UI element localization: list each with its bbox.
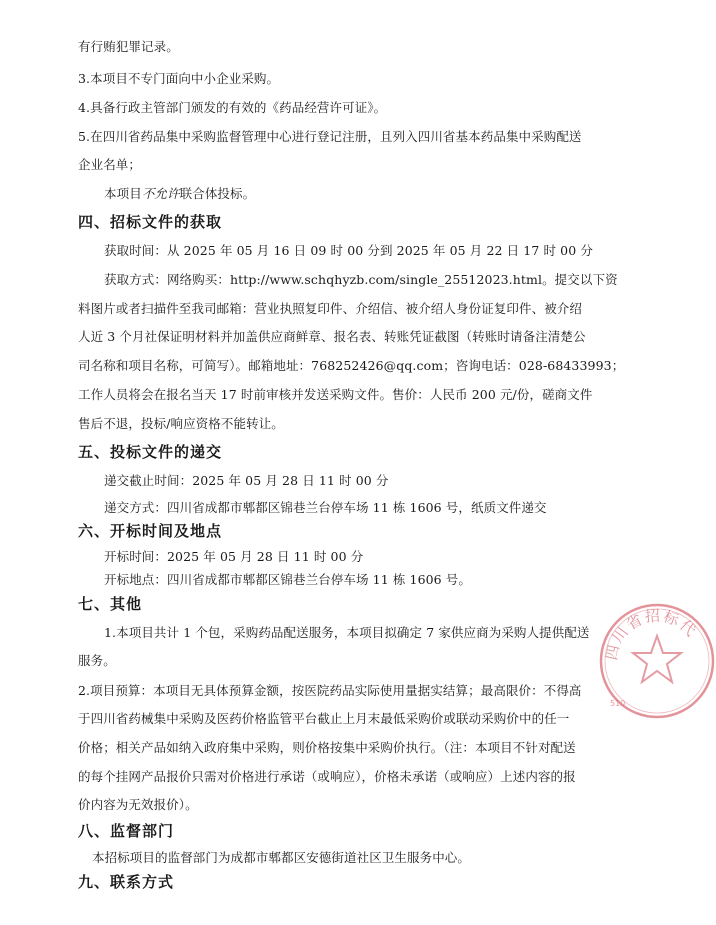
- text-line: 企业名单；: [78, 157, 142, 172]
- company-seal-stamp: [598, 602, 716, 720]
- text-line: 开标地点：四川省成都市郫都区锦巷兰台停车场 11 栋 1606 号。: [104, 572, 472, 587]
- section-heading: 七、其他: [78, 595, 143, 613]
- section-heading: 六、开标时间及地点: [78, 522, 223, 540]
- text-line: 司名称和项目名称，可简写）。邮箱地址：768252426@qq.com；咨询电话：028-68433993；: [78, 358, 625, 373]
- text-line: 3.本项目不专门面向中小企业采购。: [78, 71, 280, 86]
- text-line: 料图片或者扫描件至我司邮箱：营业执照复印件、介绍信、被介绍人身份证复印件、被介绍: [78, 301, 583, 316]
- text-line: 服务。: [78, 653, 116, 668]
- text-line: [104, 186, 255, 202]
- section-heading: 四、招标文件的获取: [78, 213, 223, 231]
- text-line: 人近 3 个月社保证明材料并加盖供应商鲜章、报名表、转账凭证截图（转账时请备注清楚公: [78, 329, 586, 344]
- text-line: 4.具备行政主管部门颁发的有效的《药品经营许可证》。: [78, 100, 387, 115]
- text-line: 2.项目预算：本项目无具体预算金额，按医院药品实际使用量据实结算；最高限价：不得高: [78, 683, 582, 698]
- text-line: 本招标项目的监督部门为成都市郫都区安德街道社区卫生服务中心。: [92, 850, 471, 865]
- seal-number: 510: [610, 699, 626, 708]
- text-span: 本项目: [104, 186, 142, 201]
- text-line: 有行贿犯罪记录。: [78, 39, 179, 54]
- section-heading: 八、监督部门: [78, 822, 175, 840]
- text-line: 价格；相关产品如纳入政府集中采购，则价格按集中采购价执行。（注：本项目不针对配送: [78, 740, 576, 755]
- text-line: 工作人员将会在报名当天 17 时前审核并发送采购文件。售价：人民币 200 元/份，磋商文件: [78, 387, 593, 402]
- emphasis-text: 不允许: [141, 186, 180, 201]
- text-line: 递交截止时间：2025 年 05 月 28 日 11 时 00 分: [104, 473, 389, 488]
- text-line: 5.在四川省药品集中采购监督管理中心进行登记注册，且列入四川省基本药品集中采购配送: [78, 129, 582, 144]
- text-line: 1.本项目共计 1 个包，采购药品配送服务，本项目拟确定 7 家供应商为采购人提供配送: [104, 625, 590, 640]
- text-line: 获取时间：从 2025 年 05 月 16 日 09 时 00 分到 2025 年 05 月 22 日 17 时 00 分: [104, 243, 593, 258]
- text-line: 售后不退，投标/响应资格不能转让。: [78, 416, 284, 431]
- seal-star-icon: [633, 636, 681, 682]
- text-line: 获取方式：网络购买：http://www.schqhyzb.com/single_25512023.html。提交以下资: [104, 272, 618, 287]
- text-line: 价内容为无效报价）。: [78, 797, 198, 812]
- section-heading: 九、联系方式: [78, 873, 175, 891]
- section-heading: 五、投标文件的递交: [78, 443, 223, 461]
- text-line: 于四川省药械集中采购及医药价格监管平台截止上月末最低采购价或联动采购价中的任一: [78, 711, 570, 726]
- text-span: 联合体投标。: [179, 186, 256, 201]
- text-line: 递交方式：四川省成都市郫都区锦巷兰台停车场 11 栋 1606 号，纸质文件递交: [104, 500, 547, 515]
- text-line: 的每个挂网产品报价只需对价格进行承诺（或响应），价格未承诺（或响应）上述内容的报: [78, 769, 576, 784]
- seal-text: 四川省招标代: [602, 606, 701, 662]
- text-line: 开标时间：2025 年 05 月 28 日 11 时 00 分: [104, 549, 364, 564]
